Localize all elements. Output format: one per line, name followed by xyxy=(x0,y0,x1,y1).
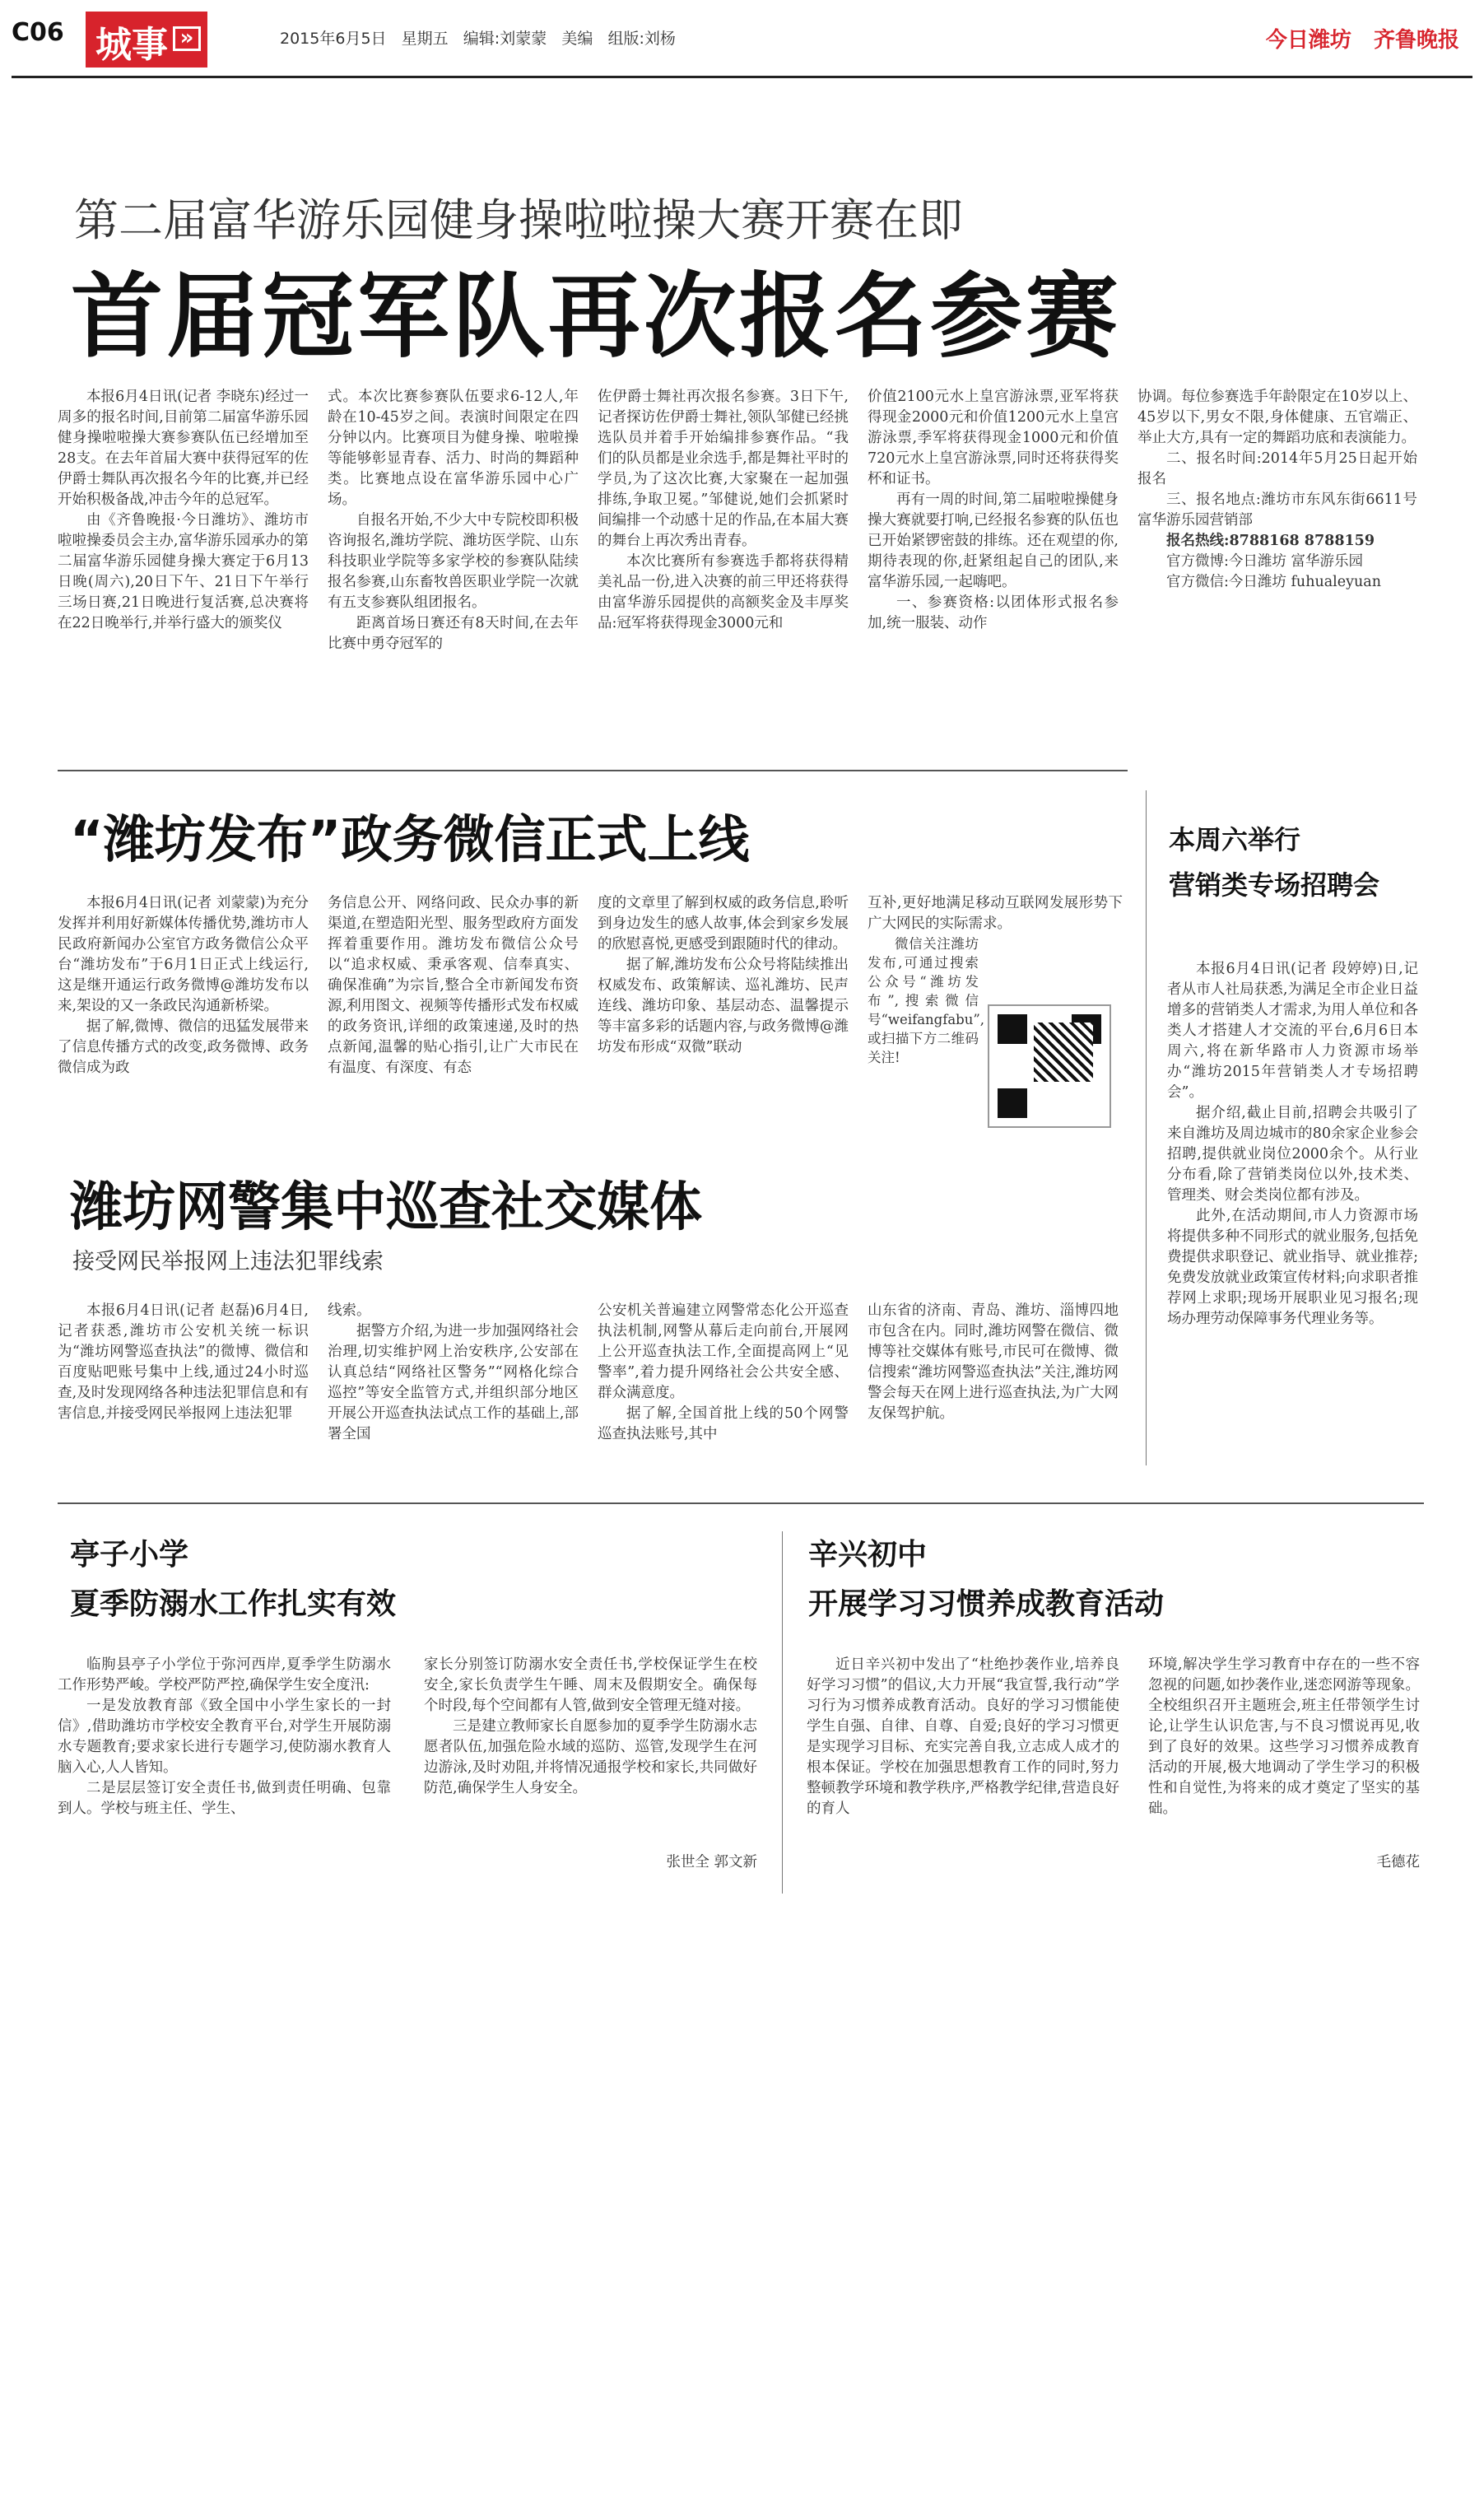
story3-paragraph: 据了解,全国首批上线的50个网警巡查执法账号,其中 xyxy=(598,1405,849,1442)
story3-paragraph: 线索。 xyxy=(328,1302,371,1319)
story1-hotline: 报名热线:8788168 8788159 xyxy=(1166,533,1375,549)
section-tag xyxy=(86,12,207,68)
story3-column-4 xyxy=(868,1301,1119,1424)
story6-headline-line1: 辛兴初中 xyxy=(808,1538,928,1572)
story6-column-1 xyxy=(807,1655,1119,1819)
story1-paragraph: 再有一周的时间,第二届啦啦操健身操大赛就要打响,已经报名参赛的队伍也已开始紧锣密鼓的排练。还在观望的你,期待表现的你,赶紧组起自己的团队,来富华游乐园,一起嗨吧。 xyxy=(868,491,1119,590)
story5-headline-line2: 夏季防溺水工作扎实有效 xyxy=(70,1587,397,1621)
sidebar-divider xyxy=(1146,790,1147,1465)
paper-logo: 齐鲁晚报 xyxy=(1373,28,1459,53)
issue-layout: 组版:刘杨 xyxy=(607,30,676,48)
story2-column-2 xyxy=(328,893,579,1078)
story5-authors: 张世全 郭文新 xyxy=(666,1854,757,1870)
issue-date: 2015年6月5日 xyxy=(280,30,387,48)
story4-paragraph: 此外,在活动期间,市人力资源市场将提供多种不同形式的就业服务,包括免费提供求职登记、就业指导、就业推荐;免费发放就业政策宣传材料;向求职者推荐网上求职;现场开展职业见习报名;现场办理劳动保障事务代理业务等。 xyxy=(1167,1208,1418,1327)
story4-headline-line1: 本周六举行 xyxy=(1169,824,1301,855)
story1-paragraph: 自报名开始,不少大中专院校即积极咨询报名,潍坊学院、潍坊医学院、山东科技职业学院等多家学校的参赛队陆续报名参赛,山东畜牧兽医职业学院一次就有五支参赛队组团报名。 xyxy=(328,512,579,611)
story4-paragraph: 本报6月4日讯(记者 段婷婷)日,记者从市人社局获悉,为满足全市企业日益增多的营销类人才需求,为用人单位和各类人才搭建人才交流的平台,6月6日本周六,将在新华路市人力资源市场举办“潍坊2015年营销类人才专场招聘会”。 xyxy=(1167,961,1418,1101)
story1-paragraph: 本次比赛所有参赛选手都将获得精美礼品一份,进入决赛的前三甲还将获得由富华游乐园提供的高额奖金及丰厚奖品:冠军将获得现金3000元和 xyxy=(598,553,849,631)
story1-paragraph: 一、参赛资格:以团体形式报名参加,统一服装、动作 xyxy=(868,594,1119,631)
story5-column-2 xyxy=(424,1655,757,1799)
story5-paragraph: 三是建立教师家长自愿参加的夏季学生防溺水志愿者队伍,加强危险水域的巡防、巡管,发现学生在河边游泳,及时劝阻,并将情况通报学校和家长,共同做好防范,确保学生人身安全。 xyxy=(424,1718,757,1796)
story1-paragraph: 式。本次比赛参赛队伍要求6-12人,年龄在10-45岁之间。表演时间限定在四分钟以内。比赛项目为健身操、啦啦操等能够彰显青春、活力、时尚的舞蹈种类。比赛地点设在富华游乐园中心广场。 xyxy=(328,389,579,508)
page-number: C06 xyxy=(12,18,64,47)
story2-headline: “潍坊发布”政务微信正式上线 xyxy=(70,809,750,869)
story1-paragraph: 协调。每位参赛选手年龄限定在10岁以上、45岁以下,男女不限,身体健康、五官端正、举止大方,具有一定的舞蹈功底和表演能力。 xyxy=(1137,389,1417,446)
story6-headline-line2: 开展学习习惯养成教育活动 xyxy=(808,1587,1165,1621)
story4-paragraph: 据介绍,截止目前,招聘会共吸引了来自潍坊及周边城市的80余家企业参会招聘,提供就业岗位2000余个。从行业分布看,除了营销类岗位以外,技术类、管理类、财会类岗位都有涉及。 xyxy=(1167,1105,1418,1204)
story5-paragraph: 一是发放教育部《致全国中小学生家长的一封信》,借助潍坊市学校安全教育平台,对学生开展防溺水专题教育;要求家长进行专题学习,使防溺水教育人脑入心,人人皆知。 xyxy=(58,1698,391,1776)
section-divider xyxy=(58,770,1128,771)
story3-paragraph: 本报6月4日讯(记者 赵磊)6月4日,记者获悉,潍坊市公安机关统一标识为“潍坊网警巡查执法”的微博、微信和百度贴吧账号集中上线,通过24小时巡查,及时发现网络各种违法犯罪信息和有害信息,并接受网民举报网上违法犯罪 xyxy=(58,1302,309,1422)
story1-column-5 xyxy=(1137,387,1417,593)
story1-kicker: 第二届富华游乐园健身操啦啦操大赛开赛在即 xyxy=(74,194,963,246)
story2-paragraph: 度的文章里了解到权威的政务信息,聆听到身边发生的感人故事,体会到家乡发展的欣慰喜悦,更感受到跟随时代的律动。 xyxy=(598,895,849,953)
story1-weixin: 官方微信:今日潍坊 fuhualeyuan xyxy=(1166,574,1381,590)
story6-paragraph: 近日辛兴初中发出了“杜绝抄袭作业,培养良好学习习惯”的倡议,大力开展“我宣誓,我行动”学习行为习惯养成教育活动。良好的学习习惯能使学生自强、自律、自尊、自爱;良好的学习习惯更是实现学习目标、充实完善自我,立志成人成才的根本保证。学校在加强思想教育工作的同时,努力整顿教学环境和教学秩序,严格教学纪律,营造良好的育人 xyxy=(807,1656,1119,1817)
story4-headline-line2: 营销类专场招聘会 xyxy=(1169,869,1380,901)
issue-weekday: 星期五 xyxy=(401,30,449,48)
story3-column-3 xyxy=(598,1301,849,1445)
qr-code-icon xyxy=(988,1004,1111,1128)
story5-paragraph: 二是层层签订安全责任书,做到责任明确、包靠到人。学校与班主任、学生、 xyxy=(58,1780,391,1817)
story1-weibo: 官方微博:今日潍坊 富华游乐园 xyxy=(1166,553,1363,570)
masthead-rule xyxy=(12,76,1472,78)
edition-mark xyxy=(1266,23,1459,54)
story5-paragraph: 家长分别签订防溺水安全责任书,学校保证学生在校安全,家长负责学生午睡、周末及假期安全。确保每个时段,每个空间都有人管,做到安全管理无缝对接。 xyxy=(424,1656,757,1714)
story1-paragraph: 由《齐鲁晚报·今日潍坊》、潍坊市啦啦操委员会主办,富华游乐园承办的第二届富华游乐园健身操大赛定于6月13日晚(周六),20日下午、21日下午举行三场日赛,21日晚进行复活赛,总决赛将在22日晚举行,并举行盛大的颁奖仪 xyxy=(58,512,309,631)
story6-paragraph: 环境,解决学生学习教育中存在的一些不容忽视的问题,如抄袭作业,迷恋网游等现象。全校组织召开主题班会,班主任带领学生讨论,让学生认识危害,与不良习惯说再见,收到了良好的效果。这些学习习惯养成教育活动的开展,极大地调动了学生学习的积极性和自觉性,为将来的成才奠定了坚实的基础。 xyxy=(1148,1656,1420,1817)
story2-column-1 xyxy=(58,893,309,1078)
story3-column-2 xyxy=(328,1301,579,1445)
story3-paragraph: 山东省的济南、青岛、潍坊、淄博四地市包含在内。同时,潍坊网警在微信、微博等社交媒体有账号,市民可在微博、微信搜索“潍坊网警巡查执法”关注,潍坊网警会每天在网上进行巡查执法,为广大网友保驾护航。 xyxy=(868,1302,1119,1422)
story5-paragraph: 临朐县亭子小学位于弥河西岸,夏季学生防溺水工作形势严峻。学校严防严控,确保学生安全度汛: xyxy=(58,1656,391,1693)
story3-paragraph: 公安机关普遍建立网警常态化公开巡查执法机制,网警从幕后走向前台,开展网上公开巡查执法工作,全面提高网上“见警率”,着力提升网络社会公共安全感、群众满意度。 xyxy=(598,1302,849,1401)
story6-column-2 xyxy=(1148,1655,1420,1819)
story1-column-2 xyxy=(328,387,579,655)
section-divider xyxy=(58,1502,1424,1504)
section-title: 城事 xyxy=(95,24,168,66)
column-divider xyxy=(782,1531,783,1894)
story3-headline: 潍坊网警集中巡查社交媒体 xyxy=(70,1177,702,1238)
story1-column-3 xyxy=(598,387,849,634)
issue-editor: 编辑:刘蒙蒙 xyxy=(463,30,547,48)
story4-column-1 xyxy=(1167,959,1418,1330)
story3-column-1 xyxy=(58,1301,309,1424)
story1-paragraph: 二、报名时间:2014年5月25日起开始报名 xyxy=(1137,450,1417,487)
story1-column-1 xyxy=(58,387,309,634)
story5-column-1 xyxy=(58,1655,391,1819)
story1-paragraph: 本报6月4日讯(记者 李晓东)经过一周多的报名时间,目前第二届富华游乐园健身操啦啦操大赛参赛队伍已经增加至28支。在去年首届大赛中获得冠军的佐伊爵士舞队再次报名今年的比赛,并已经开始积极备战,冲击今年的总冠军。 xyxy=(58,389,309,508)
issue-design: 美编 xyxy=(561,30,593,48)
story5-headline-line1: 亭子小学 xyxy=(70,1538,189,1572)
double-chevron-right-icon: » xyxy=(173,26,201,51)
story2-paragraph: 互补,更好地满足移动互联网发展形势下广大网民的实际需求。 xyxy=(868,895,1123,932)
issue-meta xyxy=(280,26,676,49)
story3-paragraph: 据警方介绍,为进一步加强网络社会治理,切实维护网上治安秩序,公安部在认真总结“网络社区警务”“网格化综合巡控”等安全监管方式,并组织部分地区开展公开巡查执法试点工作的基础上,部署全国 xyxy=(328,1323,579,1442)
story2-paragraph: 据了解,潍坊发布公众号将陆续推出权威发布、政策解读、巡礼潍坊、民声连线、潍坊印象、基层动态、温馨提示等丰富多彩的话题内容,与政务微博@潍坊发布形成“双微”联动 xyxy=(598,957,849,1055)
story2-paragraph: 本报6月4日讯(记者 刘蒙蒙)为充分发挥并利用好新媒体传播优势,潍坊市人民政府新闻办公室官方政务微信公众平台“潍坊发布”于6月1日正式上线运行,这是继开通运行政务微博@潍坊发布以来,架设的又一条政民沟通新桥梁。 xyxy=(58,895,309,1014)
story2-paragraph: 务信息公开、网络问政、民众办事的新渠道,在塑造阳光型、服务型政府方面发挥着重要作用。潍坊发布微信公众号以“追求权威、秉承客观、信奉真实、确保准确”为宗旨,整合全市新闻发布资源,利用图文、视频等传播形式发布权威的政务资讯,详细的政策速递,及时的热点新闻,温馨的贴心指引,让广大市民在有温度、有深度、有态 xyxy=(328,895,579,1076)
story6-authors: 毛德花 xyxy=(1376,1854,1420,1870)
story1-paragraph: 佐伊爵士舞社再次报名参赛。3日下午,记者探访佐伊爵士舞社,领队邹健已经挑选队员并着手开始编排参赛作品。“我们的队员都是业余选手,都是舞社平时的学员,为了这次比赛,大家聚在一起加强排练,争取卫冕。”邹健说,她们会抓紧时间编排一个动感十足的作品,在本届大赛的舞台上再次秀出青春。 xyxy=(598,389,849,549)
story1-column-4 xyxy=(868,387,1119,634)
story2-paragraph: 微信关注潍坊发布,可通过搜索公众号“潍坊发布”,搜索微信号“weifangfabu”,或扫描下方二维码关注! xyxy=(868,936,985,1065)
story2-paragraph: 据了解,微博、微信的迅猛发展带来了信息传播方式的改变,政务微博、政务微信成为政 xyxy=(58,1018,309,1076)
story1-paragraph: 距离首场日赛还有8天时间,在去年比赛中勇夺冠军的 xyxy=(328,615,579,652)
edition-name: 今日潍坊 xyxy=(1265,28,1351,53)
story1-paragraph: 价值2100元水上皇宫游泳票,亚军将获得现金2000元和价值1200元水上皇宫游泳票,季军将获得现金1000元和价值720元水上皇宫游泳票,同时还将获得奖杯和证书。 xyxy=(868,389,1119,487)
story1-headline: 首届冠军队再次报名参赛 xyxy=(71,263,1121,370)
story1-paragraph: 三、报名地点:潍坊市东风东街6611号富华游乐园营销部 xyxy=(1137,491,1417,529)
story3-subhead: 接受网民举报网上违法犯罪线索 xyxy=(72,1249,384,1274)
story2-column-3 xyxy=(598,893,849,1058)
